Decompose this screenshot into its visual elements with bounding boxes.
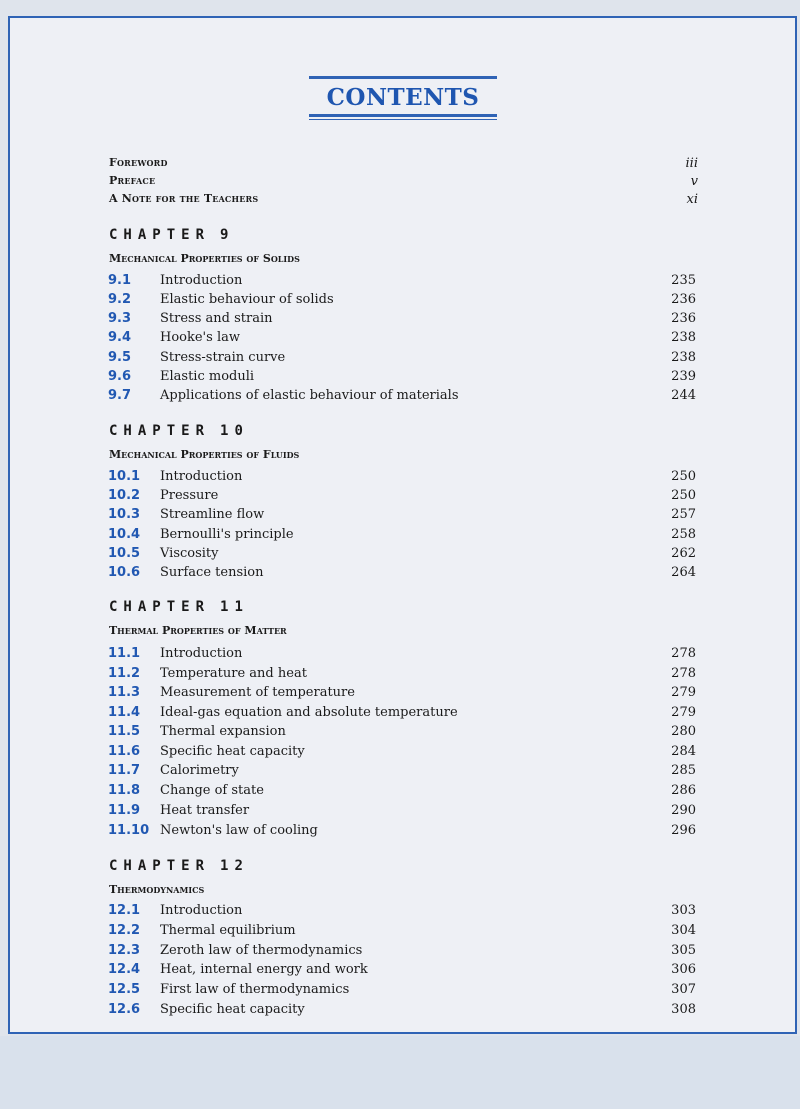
section-title: Thermal equilibrium xyxy=(160,923,296,938)
section-page: 236 xyxy=(671,311,696,326)
section-page: 258 xyxy=(671,527,696,542)
section-number: 11.7 xyxy=(108,763,141,778)
section-page: 250 xyxy=(671,469,696,484)
chapter-header xyxy=(109,598,287,638)
toc-row[interactable] xyxy=(108,527,696,546)
section-number: 11.8 xyxy=(108,783,141,798)
toc-row[interactable] xyxy=(108,388,696,407)
section-number: 9.4 xyxy=(108,330,132,345)
section-number: 9.2 xyxy=(108,292,132,307)
section-title: Calorimetry xyxy=(160,763,239,778)
toc-row[interactable] xyxy=(108,292,696,311)
section-number: 9.1 xyxy=(108,273,132,288)
toc-row[interactable] xyxy=(108,646,696,665)
chapter-title: Mechanical Properties of Fluids xyxy=(109,448,300,461)
toc-row[interactable] xyxy=(108,666,696,685)
toc-row[interactable] xyxy=(108,350,696,369)
section-number: 12.1 xyxy=(108,903,141,918)
toc-row[interactable] xyxy=(108,803,696,822)
section-number: 12.4 xyxy=(108,962,141,977)
section-title: Heat, internal energy and work xyxy=(160,962,368,977)
section-title: Zeroth law of thermodynamics xyxy=(160,943,363,958)
section-title: Introduction xyxy=(160,903,243,918)
front-matter-label: Preface xyxy=(109,174,156,187)
section-title: Elastic moduli xyxy=(160,369,255,384)
toc-row[interactable] xyxy=(108,943,696,962)
section-title: Viscosity xyxy=(160,546,219,561)
section-title: Streamline flow xyxy=(160,507,265,522)
section-title: Bernoulli's principle xyxy=(160,527,294,542)
section-number: 10.5 xyxy=(108,546,141,561)
section-number: 11.1 xyxy=(108,646,141,661)
section-number: 11.9 xyxy=(108,803,141,818)
section-page: 280 xyxy=(671,724,696,739)
chapter-number: 9 xyxy=(220,227,235,243)
section-title: Heat transfer xyxy=(160,803,250,818)
toc-row[interactable] xyxy=(108,783,696,802)
chapter-heading xyxy=(109,226,300,244)
section-page: 279 xyxy=(671,685,696,700)
section-number: 12.5 xyxy=(108,982,141,997)
toc-row[interactable] xyxy=(108,488,696,507)
section-page: 250 xyxy=(671,488,696,503)
section-title: Hooke's law xyxy=(160,330,240,345)
toc-row[interactable] xyxy=(108,763,696,782)
section-number: 10.6 xyxy=(108,565,141,580)
section-page: 306 xyxy=(671,962,696,977)
section-title: Measurement of temperature xyxy=(160,685,355,700)
section-page: 308 xyxy=(671,1002,696,1017)
section-page: 279 xyxy=(671,705,696,720)
section-page: 296 xyxy=(671,823,696,838)
front-matter-item[interactable] xyxy=(100,156,700,174)
section-page: 238 xyxy=(671,350,696,365)
toc-row[interactable] xyxy=(108,469,696,488)
section-title: Ideal-gas equation and absolute temperature xyxy=(160,705,458,720)
section-title: Change of state xyxy=(160,783,264,798)
section-title: Newton's law of cooling xyxy=(160,823,318,838)
section-page: 307 xyxy=(671,982,696,997)
toc-row[interactable] xyxy=(108,903,696,922)
section-page: 264 xyxy=(671,565,696,580)
section-page: 286 xyxy=(671,783,696,798)
chapter-header xyxy=(109,857,249,897)
section-page: 278 xyxy=(671,666,696,681)
chapter-header xyxy=(109,422,299,462)
section-title: Introduction xyxy=(160,273,243,288)
chapter-label: CHAPTER xyxy=(109,227,211,243)
page-title: CONTENTS xyxy=(326,84,480,111)
chapter-number: 10 xyxy=(220,423,249,439)
section-title: Introduction xyxy=(160,469,243,484)
toc-row[interactable] xyxy=(108,565,696,584)
front-matter-page: v xyxy=(690,174,698,189)
section-number: 9.3 xyxy=(108,311,132,326)
section-page: 284 xyxy=(671,744,696,759)
front-matter-label: A Note for the Teachers xyxy=(109,192,259,205)
section-number: 12.3 xyxy=(108,943,141,958)
section-title: Stress-strain curve xyxy=(160,350,286,365)
toc-row[interactable] xyxy=(108,330,696,349)
toc-row[interactable] xyxy=(108,546,696,565)
toc-row[interactable] xyxy=(108,923,696,942)
section-number: 11.4 xyxy=(108,705,141,720)
section-title: Pressure xyxy=(160,488,219,503)
section-page: 304 xyxy=(671,923,696,938)
section-title: Specific heat capacity xyxy=(160,1002,305,1017)
title-rule-bottom-thin xyxy=(309,119,497,120)
chapter-title: Mechanical Properties of Solids xyxy=(109,252,300,265)
section-number: 12.2 xyxy=(108,923,141,938)
section-title: First law of thermodynamics xyxy=(160,982,350,997)
toc-row[interactable] xyxy=(108,705,696,724)
chapter-heading xyxy=(109,598,287,616)
section-number: 10.1 xyxy=(108,469,141,484)
toc-row[interactable] xyxy=(108,507,696,526)
toc-row[interactable] xyxy=(108,685,696,704)
section-number: 9.6 xyxy=(108,369,132,384)
section-number: 11.6 xyxy=(108,744,141,759)
section-number: 11.3 xyxy=(108,685,141,700)
front-matter-label: Foreword xyxy=(109,156,168,169)
chapter-label: CHAPTER xyxy=(109,599,211,615)
chapter-title: Thermodynamics xyxy=(109,883,205,896)
front-matter-page: xi xyxy=(686,192,698,207)
title-rule-bottom xyxy=(309,114,497,117)
front-matter-item[interactable] xyxy=(100,174,700,192)
section-page: 278 xyxy=(671,646,696,661)
section-page: 285 xyxy=(671,763,696,778)
chapter-heading xyxy=(109,422,299,440)
title-rule-top xyxy=(309,76,497,79)
chapter-heading xyxy=(109,857,249,875)
chapter-number: 12 xyxy=(220,858,249,874)
toc-row[interactable] xyxy=(108,369,696,388)
section-title: Specific heat capacity xyxy=(160,744,305,759)
section-page: 239 xyxy=(671,369,696,384)
section-page: 238 xyxy=(671,330,696,345)
front-matter-page: iii xyxy=(685,156,698,171)
section-number: 10.2 xyxy=(108,488,141,503)
section-number: 11.5 xyxy=(108,724,141,739)
section-number: 11.2 xyxy=(108,666,141,681)
chapter-title: Thermal Properties of Matter xyxy=(109,624,287,637)
section-number: 12.6 xyxy=(108,1002,141,1017)
toc-row[interactable] xyxy=(108,744,696,763)
section-number: 9.5 xyxy=(108,350,132,365)
toc-row[interactable] xyxy=(108,273,696,292)
section-title: Thermal expansion xyxy=(160,724,286,739)
section-number: 10.3 xyxy=(108,507,141,522)
section-page: 305 xyxy=(671,943,696,958)
chapter-header xyxy=(109,226,300,266)
section-number: 9.7 xyxy=(108,388,132,403)
section-title: Temperature and heat xyxy=(160,666,307,681)
section-number: 10.4 xyxy=(108,527,141,542)
section-title: Introduction xyxy=(160,646,243,661)
toc-row[interactable] xyxy=(108,982,696,1001)
section-page: 262 xyxy=(671,546,696,561)
chapter-label: CHAPTER xyxy=(109,858,211,874)
chapter-number: 11 xyxy=(220,599,249,615)
toc-row[interactable] xyxy=(108,724,696,743)
section-page: 290 xyxy=(671,803,696,818)
section-page: 244 xyxy=(671,388,696,403)
section-title: Elastic behaviour of solids xyxy=(160,292,334,307)
chapter-label: CHAPTER xyxy=(109,423,211,439)
contents-title-block xyxy=(309,76,497,120)
toc-row[interactable] xyxy=(108,823,696,842)
section-page: 236 xyxy=(671,292,696,307)
front-matter-item[interactable] xyxy=(100,192,700,210)
page-bottom-margin xyxy=(0,1036,800,1109)
section-page: 257 xyxy=(671,507,696,522)
section-title: Applications of elastic behaviour of materials xyxy=(160,388,459,403)
toc-row[interactable] xyxy=(108,1002,696,1021)
toc-row[interactable] xyxy=(108,311,696,330)
section-page: 303 xyxy=(671,903,696,918)
section-page: 235 xyxy=(671,273,696,288)
section-title: Stress and strain xyxy=(160,311,273,326)
section-title: Surface tension xyxy=(160,565,264,580)
section-number: 11.10 xyxy=(108,823,150,838)
toc-row[interactable] xyxy=(108,962,696,981)
